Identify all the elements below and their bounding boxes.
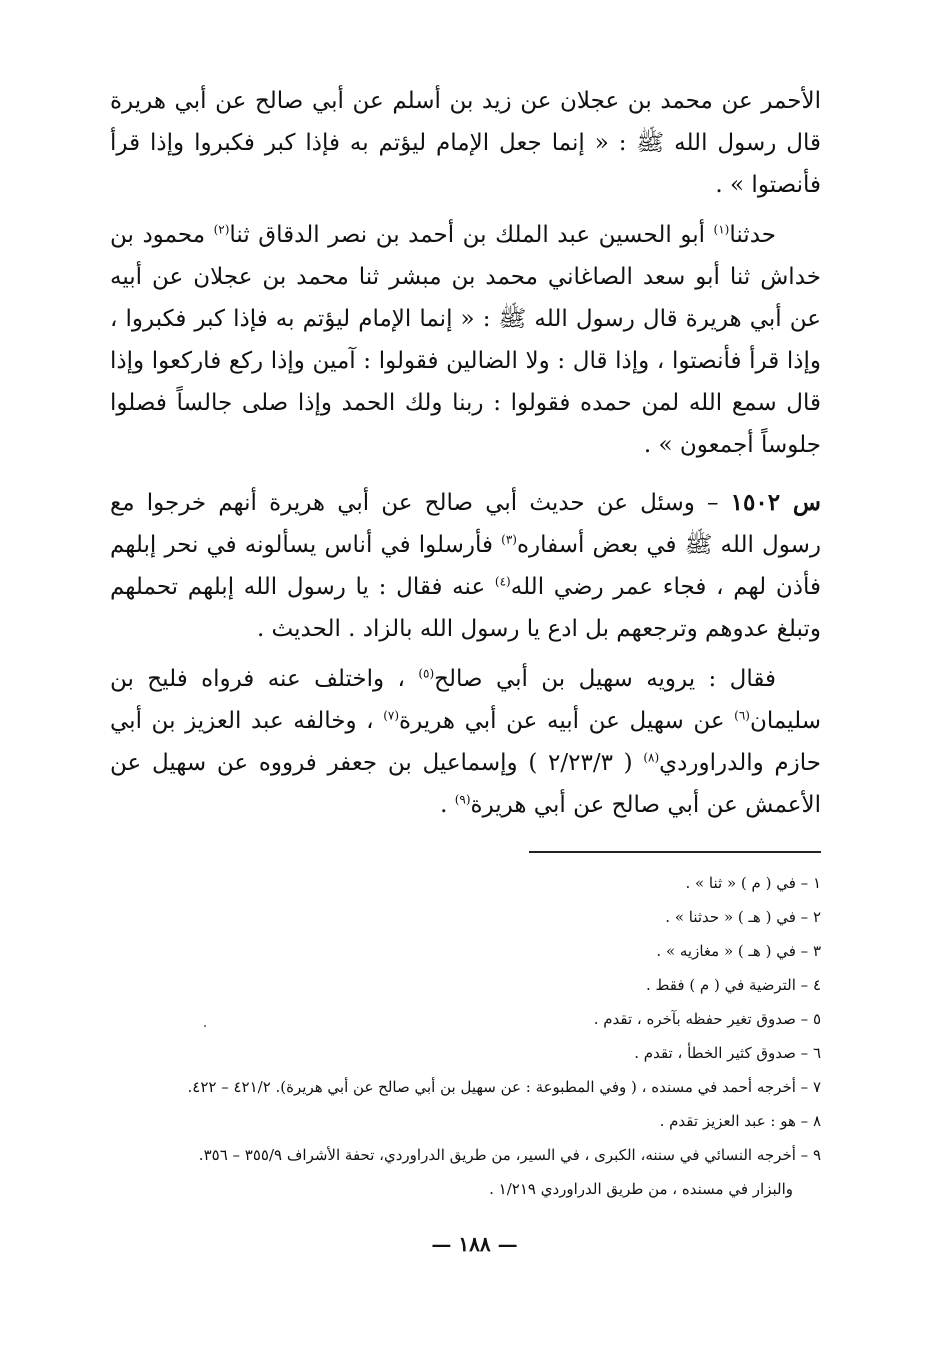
footnote-5: ٥ – صدوق تغير حفظه بآخره ، تقدم . — [593, 1010, 821, 1028]
paragraph-4 — [110, 658, 821, 826]
footnote-8: ٨ – هو : عبد العزيز تقدم . — [659, 1112, 821, 1130]
footnote-ref-3: (٣) — [501, 532, 517, 547]
footnote-ref-5: (٥) — [418, 666, 435, 681]
p4-text-a: فقال : يرويه سهيل بن أبي صالح — [434, 666, 776, 692]
footnote-3: ٣ – في ( هـ ) « مغازيه » . — [656, 942, 821, 960]
paragraph-2 — [110, 214, 821, 466]
footnote-9-continuation: والبزار في مسنده ، من طريق الدراوردي ١/٢١٩ . — [489, 1180, 793, 1198]
footnote-2: ٢ – في ( هـ ) « حدثنا » . — [665, 908, 821, 926]
footnote-ref-1: (١) — [713, 222, 730, 237]
footnote-4: ٤ – الترضية في ( م ) فقط . — [646, 976, 821, 994]
paragraph-1 — [110, 80, 821, 206]
footnote-separator — [529, 851, 821, 853]
p4-text-c: عن سهيل عن أبيه عن أبي هريرة — [399, 708, 735, 734]
footnote-9: ٩ – أخرجه النسائي في سننه، الكبرى ، في السير، من طريق الدراوردي، تحفة الأشراف ٣٥٥/٩ – ٣٥٦. — [198, 1146, 821, 1164]
page-number: — ١٨٨ — — [431, 1232, 518, 1256]
p2-text-b: أبو الحسين عبد الملك بن أحمد بن نصر الدقاق ثنا — [229, 222, 714, 248]
footnotes — [110, 866, 821, 1206]
p2-text-a: حدثنا — [729, 222, 776, 248]
footnote-ref-4: (٤) — [494, 574, 511, 589]
footnote-ref-6: (٦) — [734, 708, 750, 723]
p3-text-c: عنه فقال : يا رسول الله إبلهم تحملهم وتبلغ عدوهم وترجعهم بل ادع يا رسول الله بالزاد . الحديث . — [110, 574, 821, 642]
paragraph-1-text: الأحمر عن محمد بن عجلان عن زيد بن أسلم عن أبي صالح عن أبي هريرة قال رسول الله ﷺ : « إنما جعل الإمام ليؤتم به فإذا كبر فكبروا وإذا قرأ فأنصتوا » . — [110, 88, 821, 198]
p4-text-f: . — [440, 792, 455, 818]
footnote-6: ٦ – صدوق كثير الخطأ ، تقدم . — [634, 1044, 821, 1062]
footnote-ref-7: (٧) — [383, 708, 400, 723]
footnote-ref-2: (٢) — [213, 222, 230, 237]
question-number: س ١٥٠٢ — [730, 489, 821, 516]
p4-text-e: ( ٢/٢٣/٣ ) وإسماعيل بن جعفر فرووه عن سهيل عن الأعمش عن أبي صالح عن أبي هريرة — [110, 750, 821, 818]
footnote-1: ١ – في ( م ) « ثنا » . — [685, 874, 821, 892]
p4-text-d: ، وخالفه عبد العزيز بن أبي حازم والدراوردي — [110, 708, 821, 776]
paragraph-3 — [110, 482, 821, 650]
footnote-ref-9: (٩) — [454, 792, 471, 807]
footnote-7: ٧ – أخرجه أحمد في مسنده ، ( وفي المطبوعة : عن سهيل بن أبي صالح عن أبي هريرة). ٤٢١/٢ – ٤٢٢. — [187, 1078, 821, 1096]
main-text — [110, 80, 821, 834]
p3-text-b: فأرسلوا في أناس يسألونه في نحر إبلهم فأذن لهم ، فجاء عمر رضي الله — [110, 532, 822, 600]
p4-text-b: ، واختلف عنه فرواه فليح بن سليمان — [110, 666, 822, 734]
footnote-ref-8: (٨) — [643, 750, 660, 765]
p2-text-c: محمود بن خداش ثنا أبو سعد الصاغاني محمد بن مبشر ثنا محمد بن عجلان عن أبيه عن أبي هريرة قال رسول الله ﷺ : « إنما الإمام ليؤتم به فإذا كبر فكبروا ، وإذا قرأ فأنصتوا ، وإذا قال : ولا الضالين فقولوا : آمين وإذا ركع فاركعوا وإذا قال سمع الله لمن حمده فقولوا : ربنا ولك الحمد وإذا صلى جالساً فصلوا جلوساً أجمعون » . — [110, 222, 821, 458]
p3-text-a: – وسئل عن حديث أبي صالح عن أبي هريرة أنهم خرجوا مع رسول الله ﷺ في بعض أسفاره — [110, 490, 821, 558]
scan-speck — [204, 1025, 206, 1027]
